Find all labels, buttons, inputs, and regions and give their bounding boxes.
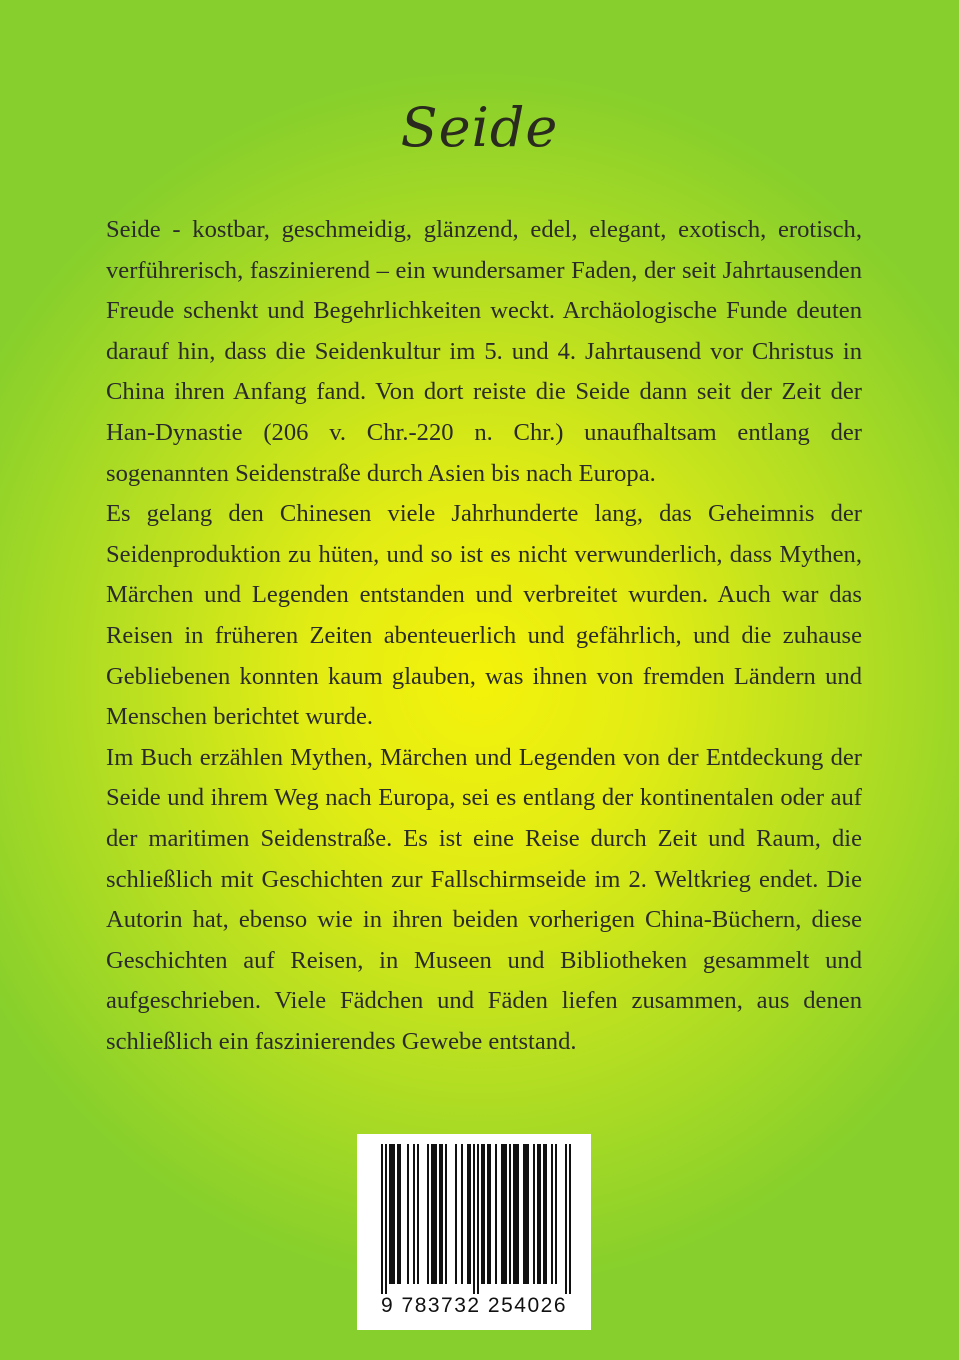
isbn-number: 9 783732 254026 [381, 1294, 567, 1317]
barcode-bar [467, 1144, 469, 1284]
barcode-bar [503, 1144, 505, 1284]
barcode-bar [461, 1144, 463, 1284]
barcode-bars [357, 1134, 591, 1294]
barcode-bar [435, 1144, 437, 1284]
barcode-bar [537, 1144, 539, 1284]
barcode-bar [407, 1144, 409, 1284]
barcode-bar [391, 1144, 393, 1284]
barcode-bar [551, 1144, 553, 1284]
barcode-bar [489, 1144, 491, 1284]
barcode-bar [543, 1144, 545, 1284]
barcode-bar [445, 1144, 447, 1284]
barcode-bar [455, 1144, 457, 1284]
barcode-bar [565, 1144, 567, 1294]
barcode-bar [413, 1144, 415, 1284]
barcode-bar [433, 1144, 435, 1284]
barcode-bar [431, 1144, 433, 1284]
barcode-bar [501, 1144, 503, 1284]
barcode-bar [517, 1144, 519, 1284]
blurb-paragraph-1: Seide - kostbar, geschmeidig, glänzend, edel, elegant, exotisch, erotisch, verführerisch, faszinierend – ein wundersamer Faden, der seit Jahrtausenden Freude schenkt und Begehrlichkeiten weckt. Archäologische Funde deuten darauf hin, dass die Seidenkultur im 5. und 4. Jahrtausend vor Christus in China ihren Anfang fand. Von dort reiste die Seide dann seit der Zeit der Han-Dynastie (206 v. Chr.-220 n. Chr.) unaufhaltsam entlang der sogenannten Seidenstraße durch Asien bis nach Europa. [106, 216, 862, 487]
barcode-bar [509, 1144, 511, 1284]
barcode-bar [495, 1144, 497, 1284]
barcode-bar [477, 1144, 479, 1294]
barcode-bar [439, 1144, 441, 1284]
barcode-bar [399, 1144, 401, 1284]
barcode-bar [389, 1144, 391, 1284]
blurb-text [106, 210, 862, 1062]
barcode-bar [481, 1144, 483, 1284]
isbn-barcode [357, 1134, 591, 1330]
barcode-bar [473, 1144, 475, 1294]
barcode-bar [483, 1144, 485, 1284]
barcode-bar [539, 1144, 541, 1284]
barcode-bar [569, 1144, 571, 1294]
barcode-bar [417, 1144, 419, 1284]
barcode-bar [469, 1144, 471, 1284]
barcode-bar [393, 1144, 395, 1284]
barcode-bar [381, 1144, 383, 1294]
barcode-bar [533, 1144, 535, 1284]
barcode-bar [545, 1144, 547, 1284]
barcode-bar [523, 1144, 525, 1284]
barcode-bar [555, 1144, 557, 1284]
barcode-bar [525, 1144, 527, 1284]
barcode-bar [441, 1144, 443, 1284]
barcode-bar [515, 1144, 517, 1284]
barcode-bar [397, 1144, 399, 1284]
blurb-paragraph-2: Es gelang den Chinesen viele Jahrhunderte lang, das Geheimnis der Seidenproduktion zu hüten, und so ist es nicht verwunderlich, dass Mythen, Märchen und Legenden entstanden und verbreitet wurden. Auch war das Reisen in früheren Zeiten abenteuerlich und gefährlich, und die zuhause Gebliebenen konnten kaum glauben, was ihnen von fremden Ländern und Menschen berichtet wurde. [106, 500, 862, 731]
barcode-bar [505, 1144, 507, 1284]
blurb-paragraph-3: Im Buch erzählen Mythen, Märchen und Legenden von der Entdeckung der Seide und ihrem Weg nach Europa, sei es entlang der kontinentalen oder auf der maritimen Seidenstraße. Es ist eine Reise durch Zeit und Raum, die schließlich mit Geschichten zur Fallschirmseide im 2. Weltkrieg endet. Die Autorin hat, ebenso wie in ihren beiden vorherigen China-Büchern, diese Geschichten auf Reisen, in Museen und Bibliotheken gesammelt und aufgeschrieben. Viele Fädchen und Fäden liefen zusammen, aus denen schließlich ein faszinierendes Gewebe entstand. [106, 743, 862, 1055]
cover-title: Seide [400, 96, 559, 159]
barcode-bar [527, 1144, 529, 1284]
barcode-bar [427, 1144, 429, 1284]
barcode-bar [385, 1144, 387, 1294]
barcode-bar [487, 1144, 489, 1284]
barcode-bar [513, 1144, 515, 1284]
